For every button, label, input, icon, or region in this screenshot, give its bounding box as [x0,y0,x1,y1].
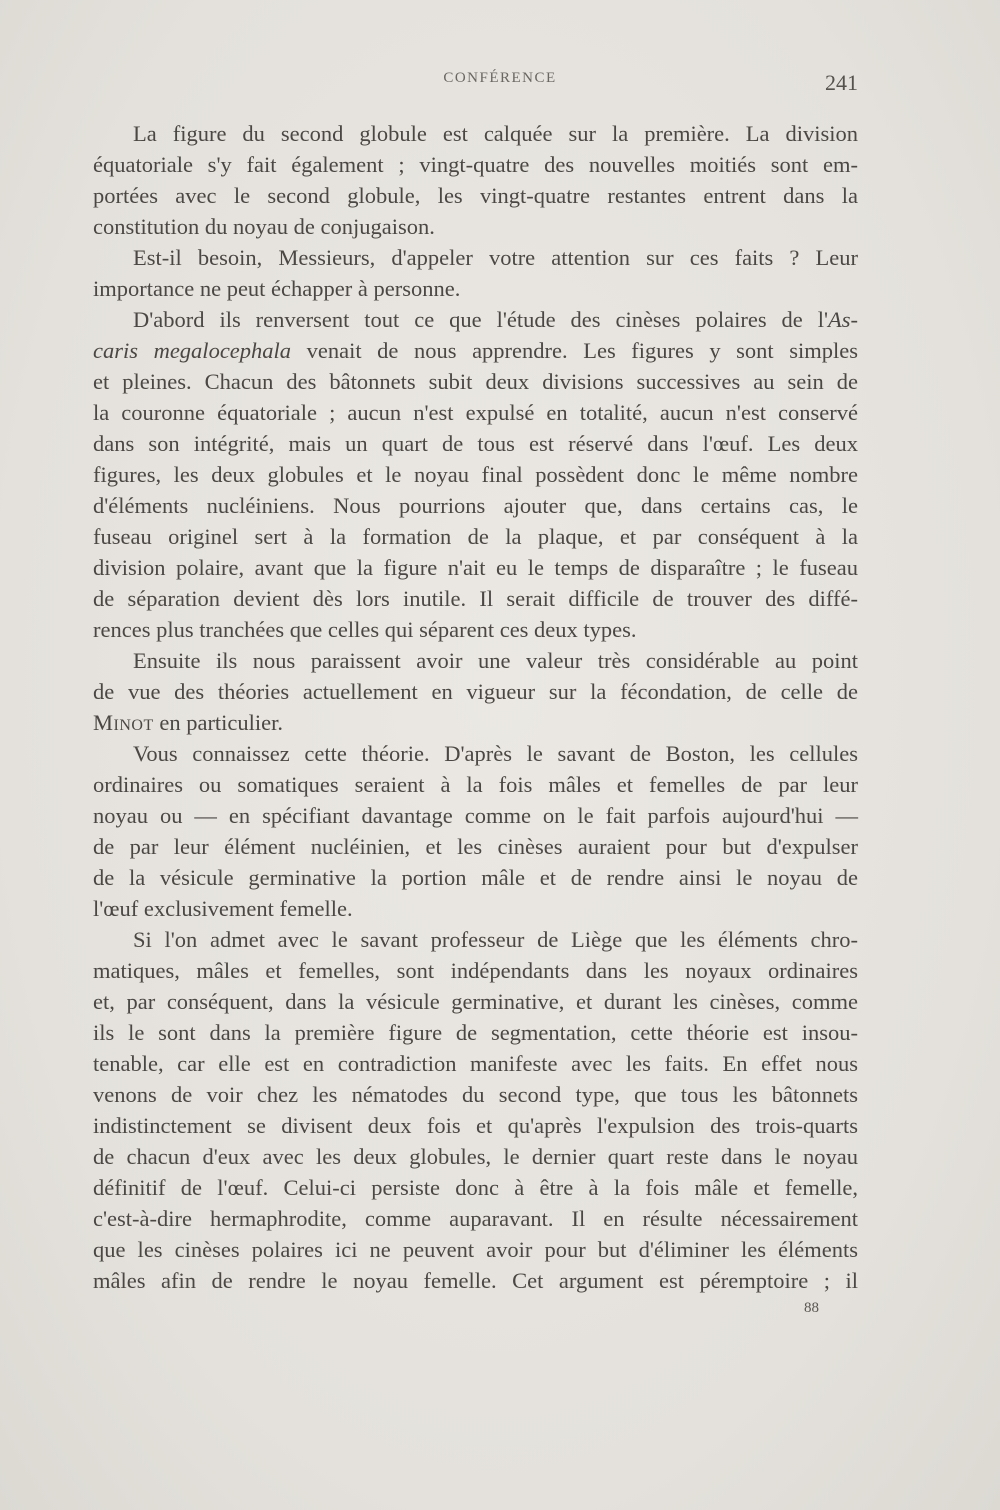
text-line: que les cinèses polaires ici ne peuvent avoir pour but d'éliminer les éléments [93,1237,858,1262]
text-line: Ensuite ils nous paraissent avoir une valeur très considérable au point [133,648,858,673]
text-line: division polaire, avant que la figure n'ait eu le temps de disparaître ; le fuseau [93,555,858,580]
running-header-title: CONFÉRENCE [443,70,557,86]
text-run: en particulier. [153,710,284,735]
text-line: venons de voir chez les nématodes du second type, que tous les bâtonnets [93,1082,858,1107]
author-name: Minot [93,710,154,735]
text-line: d'éléments nucléiniens. Nous pourrions ajouter que, dans certains cas, le [93,493,858,518]
text-line [93,335,858,366]
text-line: l'œuf exclusivement femelle. [93,896,353,921]
text-line: rences plus tranchées que celles qui séparent ces deux types. [93,617,637,642]
text-line: constitution du noyau de conjugaison. [93,214,435,239]
printer-signature: 88 [804,1300,819,1316]
text-line: portées avec le second globule, les vingt-quatre restantes entrent dans la [93,183,858,208]
text-line: ordinaires ou somatiques seraient à la fois mâles et femelles de par leur [93,772,858,797]
text-line: La figure du second globule est calquée sur la première. La division [133,121,858,146]
text-line: figures, les deux globules et le noyau final possèdent donc le même nombre [93,462,858,487]
text-line: la couronne équatoriale ; aucun n'est expulsé en totalité, aucun n'est conservé [93,400,858,425]
text-line: de la vésicule germinative la portion mâle et de rendre ainsi le noyau de [93,865,858,890]
text-line: c'est-à-dire hermaphrodite, comme auparavant. Il en résulte nécessairement [93,1206,858,1231]
text-line: définitif de l'œuf. Celui-ci persiste donc à être à la fois mâle et femelle, [93,1175,858,1200]
text-line: Est-il besoin, Messieurs, d'appeler votre attention sur ces faits ? Leur [133,245,858,270]
italic-run: caris megalocephala [93,338,292,363]
text-line: de chacun d'eux avec les deux globules, le dernier quart reste dans le noyau [93,1144,858,1169]
text-line [93,304,858,335]
text-line [93,707,858,738]
text-line: mâles afin de rendre le noyau femelle. Cet argument est péremptoire ; il [93,1268,858,1293]
italic-run: As- [828,307,858,332]
text-run: D'abord ils renversent tout ce que l'étude des cinèses polaires de l' [133,307,828,332]
text-line: tenable, car elle est en contradiction manifeste avec les faits. En effet nous [93,1051,858,1076]
text-line: fuseau originel sert à la formation de la plaque, et par conséquent à la [93,524,858,549]
page-number: 241 [825,70,858,95]
text-line: ils le sont dans la première figure de segmentation, cette théorie est insou- [93,1020,858,1045]
text-line: matiques, mâles et femelles, sont indépendants dans les noyaux ordinaires [93,958,858,983]
text-run: venait de nous apprendre. Les figures y sont simples [291,338,858,363]
text-line: et, par conséquent, dans la vésicule germinative, et durant les cinèses, comme [93,989,858,1014]
body-text [93,118,858,1296]
text-line: et pleines. Chacun des bâtonnets subit deux divisions successives au sein de [93,369,858,394]
text-line: de par leur élément nucléinien, et les cinèses auraient pour but d'expulser [93,834,858,859]
text-line: de séparation devient dès lors inutile. Il serait difficile de trouver des diffé- [93,586,858,611]
text-line: dans son intégrité, mais un quart de tous est réservé dans l'œuf. Les deux [93,431,858,456]
text-line: noyau ou — en spécifiant davantage comme on le fait parfois aujourd'hui — [93,803,858,828]
text-line: indistinctement se divisent deux fois et qu'après l'expulsion des trois-quarts [93,1113,858,1138]
text-line: de vue des théories actuellement en vigueur sur la fécondation, de celle de [93,679,858,704]
text-line: Si l'on admet avec le savant professeur de Liège que les éléments chro- [133,927,858,952]
text-line: importance ne peut échapper à personne. [93,276,461,301]
text-line: équatoriale s'y fait également ; vingt-quatre des nouvelles moitiés sont em- [93,152,858,177]
text-line: Vous connaissez cette théorie. D'après le savant de Boston, les cellules [133,741,858,766]
